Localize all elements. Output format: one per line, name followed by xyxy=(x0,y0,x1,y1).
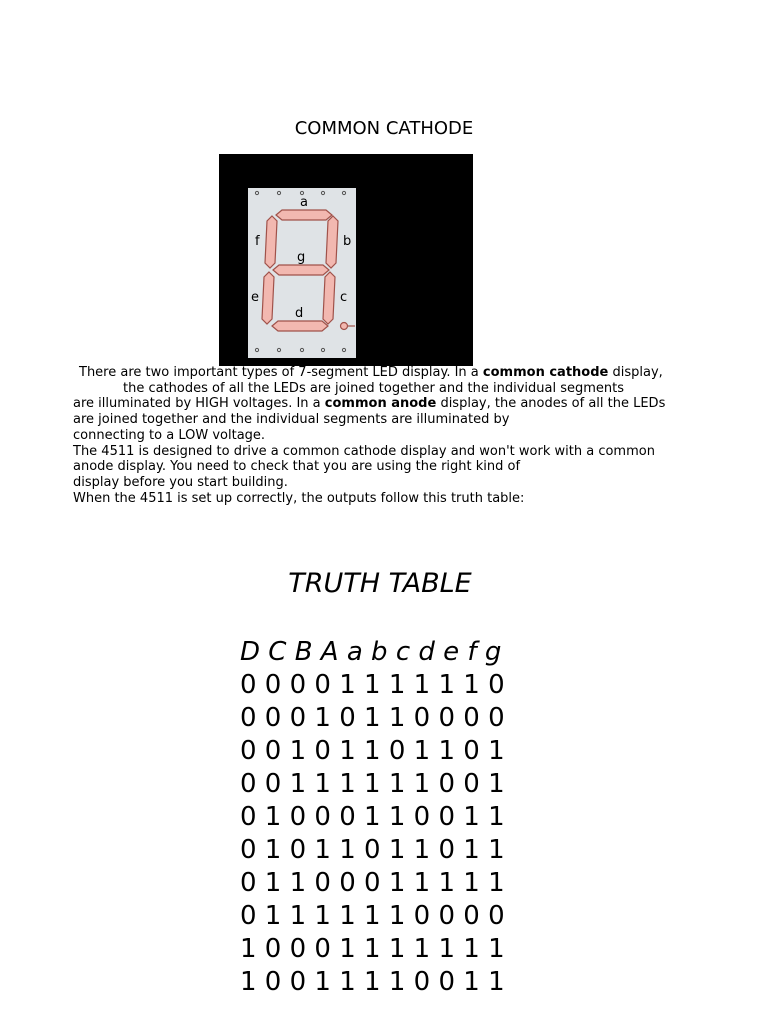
para-line-3: are illuminated by HIGH voltages. In a common anode display, the anodes of all the LEDs xyxy=(73,396,666,412)
truth-table-row: 0 1 1 0 0 0 1 1 1 1 1 xyxy=(240,868,505,898)
label-a: a xyxy=(300,195,308,210)
label-f: f xyxy=(255,234,260,249)
segment-e xyxy=(262,272,274,324)
segment-b xyxy=(326,216,338,268)
truth-table-header: D C B A a b c d e f g xyxy=(240,637,502,667)
para-line-1: There are two important types of 7-segment LED display. In a common cathode display, xyxy=(79,365,663,380)
label-e: e xyxy=(251,290,259,305)
para-line-8: display before you start building. xyxy=(73,474,288,490)
truth-table-row: 1 0 0 0 1 1 1 1 1 1 1 xyxy=(240,934,505,964)
page-heading: COMMON CATHODE xyxy=(294,118,474,139)
description-paragraph xyxy=(73,365,713,506)
label-g: g xyxy=(297,250,306,265)
truth-table-row: 0 0 0 1 0 1 1 0 0 0 0 xyxy=(240,703,505,733)
truth-table-row: 0 1 0 0 0 1 1 0 0 1 1 xyxy=(240,802,505,832)
truth-table-row: 0 1 0 1 1 0 1 1 0 1 1 xyxy=(240,835,505,865)
segment-f xyxy=(265,216,277,268)
para-line-6: The 4511 is designed to drive a common cathode display and won't work with a common xyxy=(73,443,655,459)
truth-table-row: 0 1 1 1 1 1 1 0 0 0 0 xyxy=(240,901,505,931)
truth-table-title: TRUTH TABLE xyxy=(288,568,472,599)
truth-table-row: 1 0 0 1 1 1 1 0 0 1 1 xyxy=(240,967,505,997)
label-d: d xyxy=(295,306,304,321)
segment-d xyxy=(272,321,328,331)
seven-segment-diagram xyxy=(219,154,473,366)
truth-table-row: 0 0 1 1 1 1 1 1 0 0 1 xyxy=(240,769,505,799)
para-line-5: connecting to a LOW voltage. xyxy=(73,427,266,443)
para-line-4: are joined together and the individual segments are illuminated by xyxy=(73,412,510,428)
segment-g xyxy=(273,265,329,275)
truth-table xyxy=(240,636,505,999)
segment-a xyxy=(276,210,332,220)
segment-c xyxy=(323,272,335,324)
label-b: b xyxy=(343,234,352,249)
truth-table-row: 0 0 1 0 1 1 0 1 1 0 1 xyxy=(240,736,505,766)
truth-table-row: 0 0 0 0 1 1 1 1 1 1 0 xyxy=(240,670,505,700)
para-line-2: the cathodes of all the LEDs are joined together and the individual segments xyxy=(123,380,624,396)
label-c: c xyxy=(340,290,348,305)
para-line-9: When the 4511 is set up correctly, the outputs follow this truth table: xyxy=(73,490,525,506)
para-line-7: anode display. You need to check that you are using the right kind of xyxy=(73,459,521,475)
decimal-point xyxy=(341,323,348,330)
